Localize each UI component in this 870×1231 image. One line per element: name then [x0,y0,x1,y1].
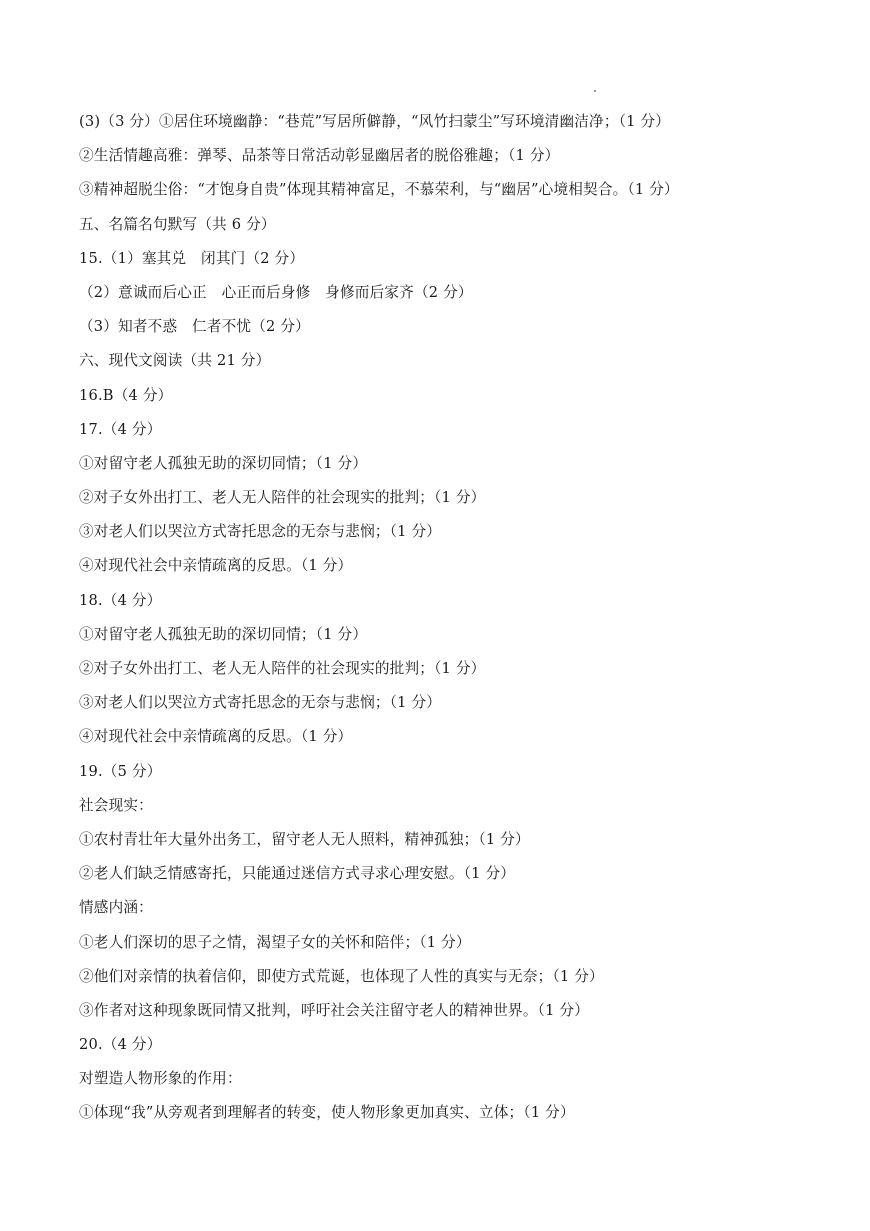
text-line: ②对子女外出打工、老人无人陪伴的社会现实的批判；（1 分） [79,489,486,507]
text-line: ④对现代社会中亲情疏离的反思。（1 分） [79,728,353,746]
text-line: (3)（3 分）①居住环境幽静：“巷荒”写居所僻静，“风竹扫蒙尘”写环境清幽洁净；（1 分） [79,113,671,130]
text-line: ①体现“我”从旁观者到理解者的转变，使人物形象更加真实、立体；（1 分） [79,1104,575,1122]
subheading: 社会现实： [79,796,153,814]
text-line: ①老人们深切的思子之情，渴望子女的关怀和陪伴；（1 分） [79,933,471,951]
question-number: 18.（4 分） [79,591,162,609]
section-heading: 六、现代文阅读（共 21 分） [79,352,271,370]
scan-speck [594,90,596,92]
section-heading: 五、名篇名句默写（共 6 分） [79,215,276,233]
text-line: ①对留守老人孤独无助的深切同情；（1 分） [79,454,368,472]
question-number: 20.（4 分） [79,1036,162,1054]
answer-text-block [79,108,839,1134]
text-line: ②对子女外出打工、老人无人陪伴的社会现实的批判；（1 分） [79,660,486,677]
text-line: （2）意诚而后心正 心正而后身修 身修而后家齐（2 分） [79,283,473,301]
text-line: ③作者对这种现象既同情又批判，呼吁社会关注留守老人的精神世界。（1 分） [79,1001,590,1019]
text-line: （3）知者不惑 仁者不忧（2 分） [79,318,310,336]
question-number: 19.（5 分） [79,762,162,780]
text-line: ②生活情趣高雅：弹琴、品茶等日常活动彰显幽居者的脱俗雅趣；（1 分） [79,147,560,165]
text-line: ③对老人们以哭泣方式寄托思念的无奈与悲悯；（1 分） [79,523,442,541]
text-line: ③对老人们以哭泣方式寄托思念的无奈与悲悯；（1 分） [79,694,442,712]
subheading: 对塑造人物形象的作用： [79,1070,242,1088]
text-line: ④对现代社会中亲情疏离的反思。（1 分） [79,557,353,575]
text-line: 16.B（4 分） [79,386,173,404]
text-line: ③精神超脱尘俗：“才饱身自贵”体现其精神富足，不慕荣利，与“幽居”心境相契合。（1 分） [79,181,679,199]
text-line: ①农村青壮年大量外出务工，留守老人无人照料，精神孤独；（1 分） [79,830,530,848]
text-line: 15.（1）塞其兑 闭其门（2 分） [79,249,305,267]
text-line: ②他们对亲情的执着信仰，即使方式荒诞，也体现了人性的真实与无奈；（1 分） [79,967,604,985]
text-line: ①对留守老人孤独无助的深切同情；（1 分） [79,625,368,643]
subheading: 情感内涵： [79,899,153,917]
question-number: 17.（4 分） [79,420,162,438]
text-line: ②老人们缺乏情感寄托，只能通过迷信方式寻求心理安慰。（1 分） [79,865,516,883]
